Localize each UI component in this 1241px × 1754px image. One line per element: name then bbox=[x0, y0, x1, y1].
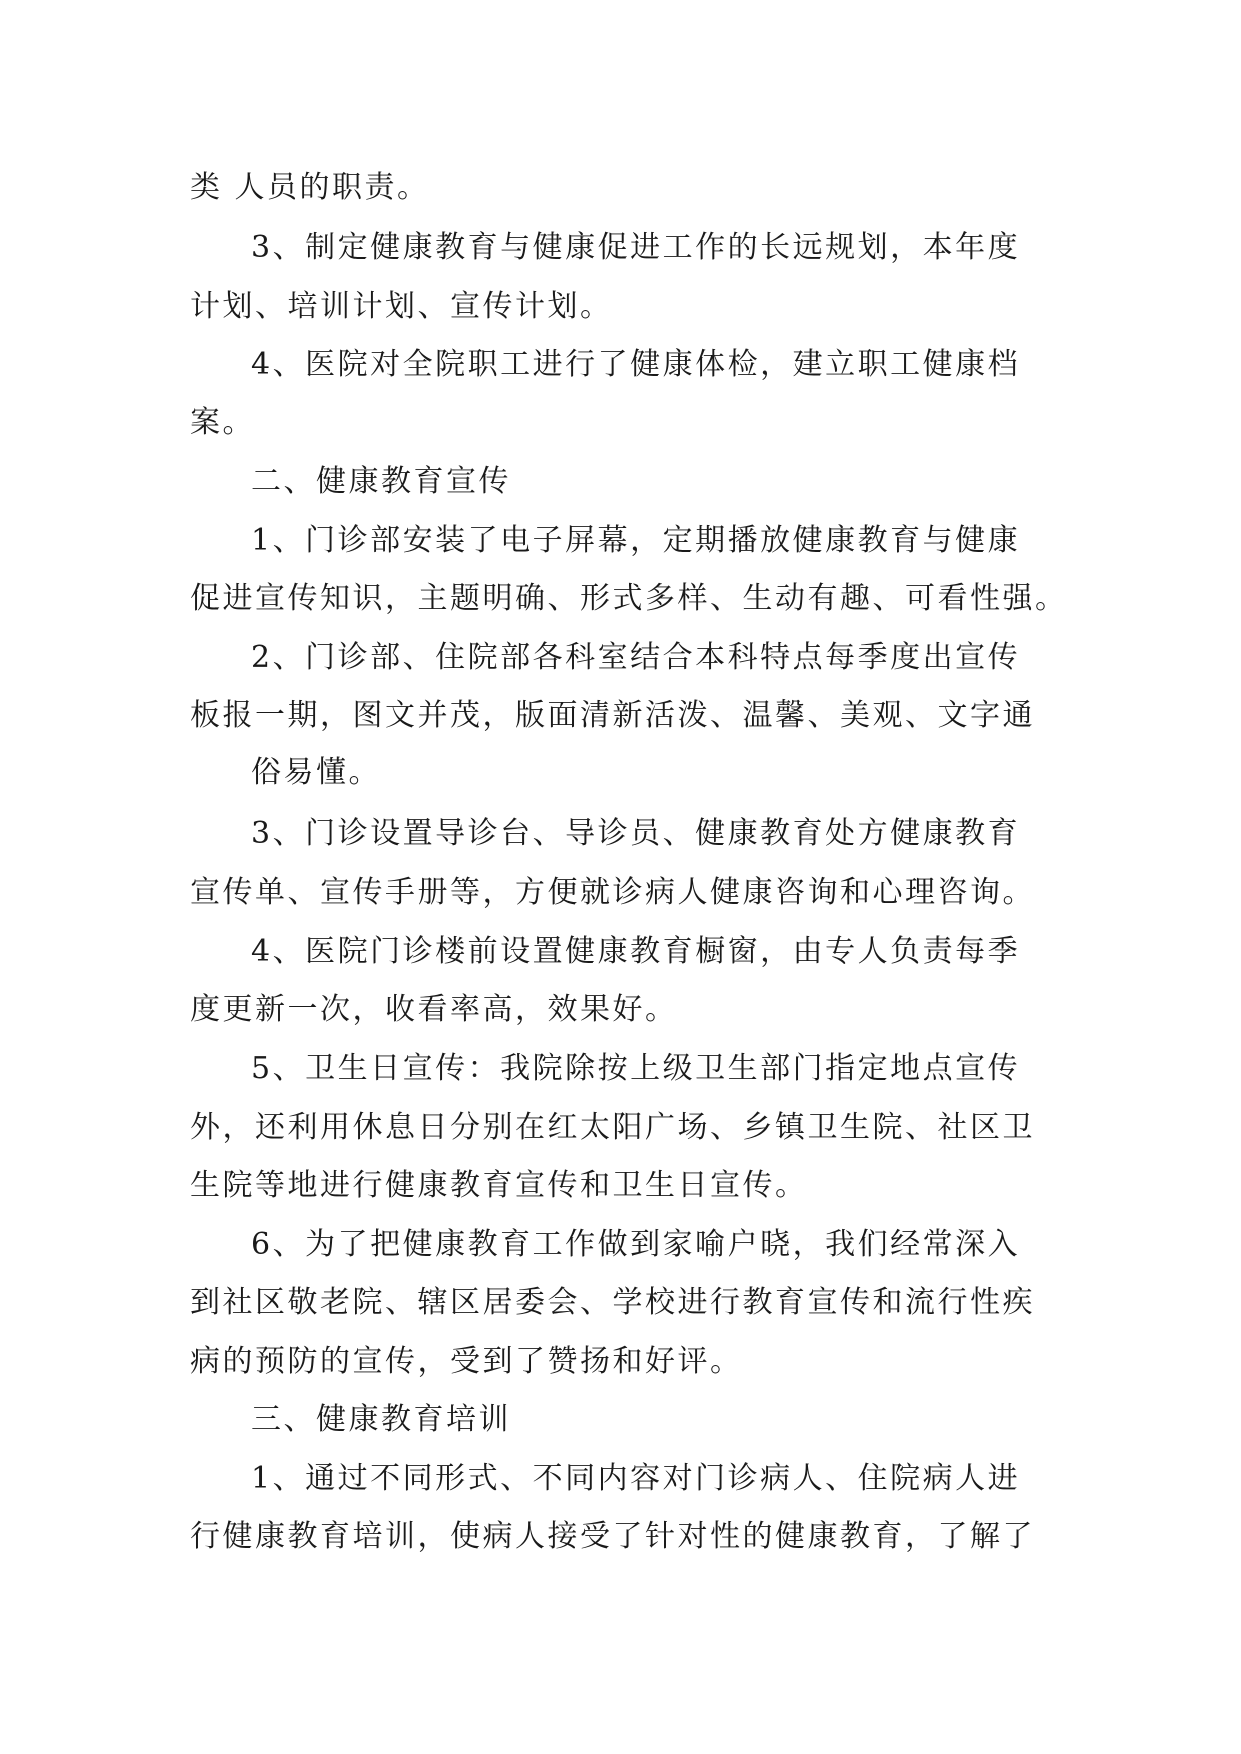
text-line: 2、门诊部、住院部各科室结合本科特点每季度出宣传 bbox=[251, 640, 1021, 675]
text-line: 俗易懂。 bbox=[251, 755, 381, 790]
text-line: 宣传单、宣传手册等，方便就诊病人健康咨询和心理咨询。 bbox=[190, 875, 1035, 910]
text-line: 5、卫生日宣传：我院除按上级卫生部门指定地点宣传 bbox=[251, 1051, 1021, 1086]
section-heading: 二、健康教育宣传 bbox=[251, 464, 511, 499]
text-line: 4、医院对全院职工进行了健康体检，建立职工健康档 bbox=[251, 347, 1021, 382]
text-line: 4、医院门诊楼前设置健康教育橱窗，由专人负责每季 bbox=[251, 934, 1021, 969]
text-line: 计划、培训计划、宣传计划。 bbox=[190, 289, 613, 324]
text-line: 度更新一次，收看率高，效果好。 bbox=[190, 992, 678, 1027]
text-line: 到社区敬老院、辖区居委会、学校进行教育宣传和流行性疾 bbox=[190, 1285, 1035, 1320]
text-line: 1、通过不同形式、不同内容对门诊病人、住院病人进 bbox=[251, 1461, 1021, 1496]
text-line: 行健康教育培训，使病人接受了针对性的健康教育，了解了 bbox=[190, 1519, 1035, 1554]
text-line: 外，还利用休息日分别在红太阳广场、乡镇卫生院、社区卫 bbox=[190, 1110, 1035, 1145]
text-line: 3、制定健康教育与健康促进工作的长远规划，本年度 bbox=[251, 230, 1021, 265]
text-line: 促进宣传知识，主题明确、形式多样、生动有趣、可看性强。 bbox=[190, 581, 1068, 616]
text-line: 类 人员的职责。 bbox=[190, 170, 430, 205]
text-line: 案。 bbox=[190, 405, 255, 440]
text-line: 生院等地进行健康教育宣传和卫生日宣传。 bbox=[190, 1168, 808, 1203]
text-line: 病的预防的宣传，受到了赞扬和好评。 bbox=[190, 1344, 743, 1379]
text-line: 3、门诊设置导诊台、导诊员、健康教育处方健康教育 bbox=[251, 816, 1021, 851]
text-line: 板报一期，图文并茂，版面清新活泼、温馨、美观、文字通 bbox=[190, 698, 1035, 733]
text-line: 6、为了把健康教育工作做到家喻户晓，我们经常深入 bbox=[251, 1227, 1021, 1262]
section-heading: 三、健康教育培训 bbox=[251, 1402, 511, 1437]
text-line: 1、门诊部安装了电子屏幕，定期播放健康教育与健康 bbox=[251, 523, 1021, 558]
